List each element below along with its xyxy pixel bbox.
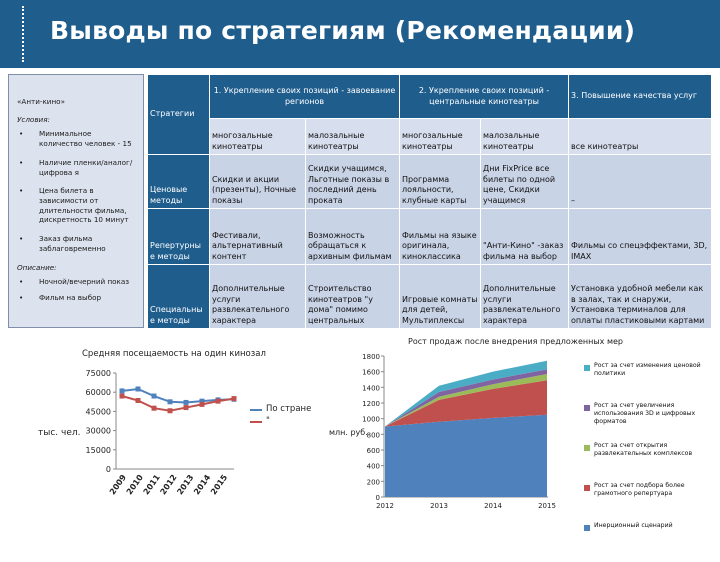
slide-title: Выводы по стратегиям (Рекомендации) xyxy=(50,16,636,45)
table-cell: "Анти-Кино" -заказ фильма на выбор xyxy=(481,209,569,265)
table-cell: Строительство кинотеатров "у дома" помимо центральных xyxy=(306,265,400,329)
y-tick-label: 15000 xyxy=(85,445,111,455)
table-row xyxy=(148,265,712,329)
series-area xyxy=(385,415,547,497)
table-cell: – xyxy=(569,155,712,209)
data-point xyxy=(168,408,173,413)
y-tick-label: 75000 xyxy=(85,369,111,378)
condition-item: • Минимальное количество человек - 15 xyxy=(17,129,137,148)
y-tick-label: 400 xyxy=(366,462,380,471)
data-point xyxy=(184,405,189,410)
x-tick-label: 2014 xyxy=(484,502,502,510)
legend-swatch xyxy=(584,445,590,451)
y-tick-label: 1800 xyxy=(362,353,380,361)
anti-kino-conditions-box xyxy=(8,74,144,328)
row-label: Специальны е методы xyxy=(148,265,210,329)
y-tick-label: 0 xyxy=(105,465,111,474)
line-chart-title: Средняя посещаемость на один кинозал xyxy=(82,349,266,359)
x-tick-label: 2010 xyxy=(124,472,145,497)
data-point xyxy=(216,397,221,402)
data-point xyxy=(152,406,157,411)
legend-entry xyxy=(250,404,311,416)
legend-label: Рост за счет подбора более грамотного репертуара xyxy=(594,482,685,497)
strategy-header-2: 2. Укрепление своих позиций - центральные кинотеатры xyxy=(400,75,569,119)
series-line xyxy=(122,396,234,411)
table-cell: Фестивали, альтернативный контент xyxy=(210,209,306,265)
data-point xyxy=(136,387,141,392)
legend-label: Рост за счет увеличения использования 3D и цифровых форматов xyxy=(594,402,696,425)
data-point xyxy=(200,402,205,407)
y-tick-label: 1400 xyxy=(362,384,380,393)
line-chart-legend xyxy=(250,404,311,428)
sub-header: многозальные кинотеатры xyxy=(400,119,481,155)
condition-item: • Заказ фильма заблаговременно xyxy=(17,234,137,253)
table-cell: Дополнительные услуги развлекательного характера xyxy=(210,265,306,329)
legend-swatch xyxy=(584,485,590,491)
legend-label: Рост за счет изменения ценовой политики xyxy=(594,362,701,377)
table-corner: Стратегии xyxy=(148,75,210,155)
data-point xyxy=(232,397,237,402)
table-cell: Скидки учащимся, Льготные показы в последний день проката xyxy=(306,155,400,209)
table-cell: Игровые комнаты для детей, Мультиплексы xyxy=(400,265,481,329)
row-label: Ценовые методы xyxy=(148,155,210,209)
table-cell: Фильмы на языке оригинала, киноклассика xyxy=(400,209,481,265)
legend-entry xyxy=(250,416,311,428)
legend-swatch xyxy=(250,421,262,423)
y-tick-label: 60000 xyxy=(85,388,111,398)
legend-label: Рост за счет открытия развлекательных комплексов xyxy=(594,442,693,457)
table-cell: Скидки и акции (презенты), Ночные показы xyxy=(210,155,306,209)
x-tick-label: 2009 xyxy=(107,472,129,497)
condition-item: • Цена билета в зависимости от длительности фильма, дискретность 10 минут xyxy=(17,186,137,225)
y-tick-label: 30000 xyxy=(85,426,111,436)
description-label: Описание: xyxy=(17,262,57,272)
table-row xyxy=(148,155,712,209)
legend-entry xyxy=(584,482,702,522)
data-point xyxy=(200,399,205,404)
sub-header: малозальные кинотеатры xyxy=(306,119,400,155)
x-tick-label: 2011 xyxy=(141,472,162,497)
strategy-header-3: 3. Повышение качества услуг xyxy=(569,75,712,119)
x-tick-label: 2015 xyxy=(209,472,230,497)
legend-entry xyxy=(584,362,702,402)
table-cell: Возможность обращаться к архивным фильмам xyxy=(306,209,400,265)
table-cell: Фильмы со спецэффектами, 3D, IMAX xyxy=(569,209,712,265)
condition-item: • Наличие пленки/аналог/цифрова я xyxy=(17,158,137,177)
y-tick-label: 800 xyxy=(366,431,380,440)
legend-swatch xyxy=(584,405,590,411)
row-label: Репертурны е методы xyxy=(148,209,210,265)
table-cell: Дни FixPrice все билеты по одной цене, Скидки учащимся xyxy=(481,155,569,209)
strategy-table xyxy=(147,74,712,329)
sub-header: все кинотеатры xyxy=(569,119,712,155)
legend-label: Инерционный сценарий xyxy=(594,522,673,529)
x-tick-label: 2012 xyxy=(158,472,179,497)
legend-label: По стране xyxy=(266,404,312,414)
area-chart-title: Рост продаж после внедрения предложенных мер xyxy=(408,337,623,346)
legend-entry xyxy=(584,442,702,482)
data-point xyxy=(120,388,125,393)
data-point xyxy=(136,398,141,403)
y-tick-label: 1600 xyxy=(362,368,380,377)
sub-header: малозальные кинотеатры xyxy=(481,119,569,155)
x-tick-label: 2014 xyxy=(192,472,213,497)
legend-entry xyxy=(584,402,702,442)
table-cell: Программа лояльности, клубные карты xyxy=(400,155,481,209)
data-point xyxy=(152,394,157,399)
dotted-divider xyxy=(22,6,25,62)
y-tick-label: 200 xyxy=(366,478,380,487)
data-point xyxy=(168,399,173,404)
y-tick-label: 0 xyxy=(375,494,380,502)
legend-entry xyxy=(584,522,702,562)
legend-label: " xyxy=(266,416,270,426)
series-area xyxy=(385,380,547,426)
sub-header: многозальные кинотеатры xyxy=(210,119,306,155)
data-point xyxy=(232,396,237,401)
strategy-header-1: 1. Укрепление своих позиций - завоевание регионов xyxy=(210,75,400,119)
description-item: • Ночной/вечерний показ xyxy=(17,277,137,287)
data-point xyxy=(184,400,189,405)
data-point xyxy=(216,399,221,404)
table-cell: Установка удобной мебели как в залах, так и снаружи, Установка терминалов для оплаты пластиковыми картами xyxy=(569,265,712,329)
line-chart-ylabel: тыс. чел. xyxy=(38,428,81,438)
x-tick-label: 2015 xyxy=(538,502,556,510)
description-item: • Фильм на выбор xyxy=(17,293,137,303)
series-area xyxy=(385,374,547,426)
series-area xyxy=(385,361,547,427)
y-tick-label: 1000 xyxy=(362,415,380,424)
legend-swatch xyxy=(584,365,590,371)
legend-swatch xyxy=(584,525,590,531)
x-tick-label: 2012 xyxy=(376,502,394,510)
series-line xyxy=(122,389,234,402)
x-tick-label: 2013 xyxy=(430,502,448,510)
area-chart-ylabel: млн. руб. xyxy=(329,428,368,437)
conditions-label: Условия: xyxy=(17,114,50,124)
series-area xyxy=(385,369,547,426)
conditions-title: «Анти-кино» xyxy=(17,97,65,106)
y-tick-label: 45000 xyxy=(85,407,111,417)
legend-swatch xyxy=(250,409,262,411)
table-row xyxy=(148,209,712,265)
y-tick-label: 1200 xyxy=(362,400,380,408)
area-chart-legend xyxy=(584,362,702,562)
y-tick-label: 600 xyxy=(366,447,380,455)
data-point xyxy=(120,394,125,399)
slide-header xyxy=(0,0,720,68)
x-tick-label: 2013 xyxy=(175,472,196,497)
table-cell: Дополнительные услуги развлекательного характера xyxy=(481,265,569,329)
